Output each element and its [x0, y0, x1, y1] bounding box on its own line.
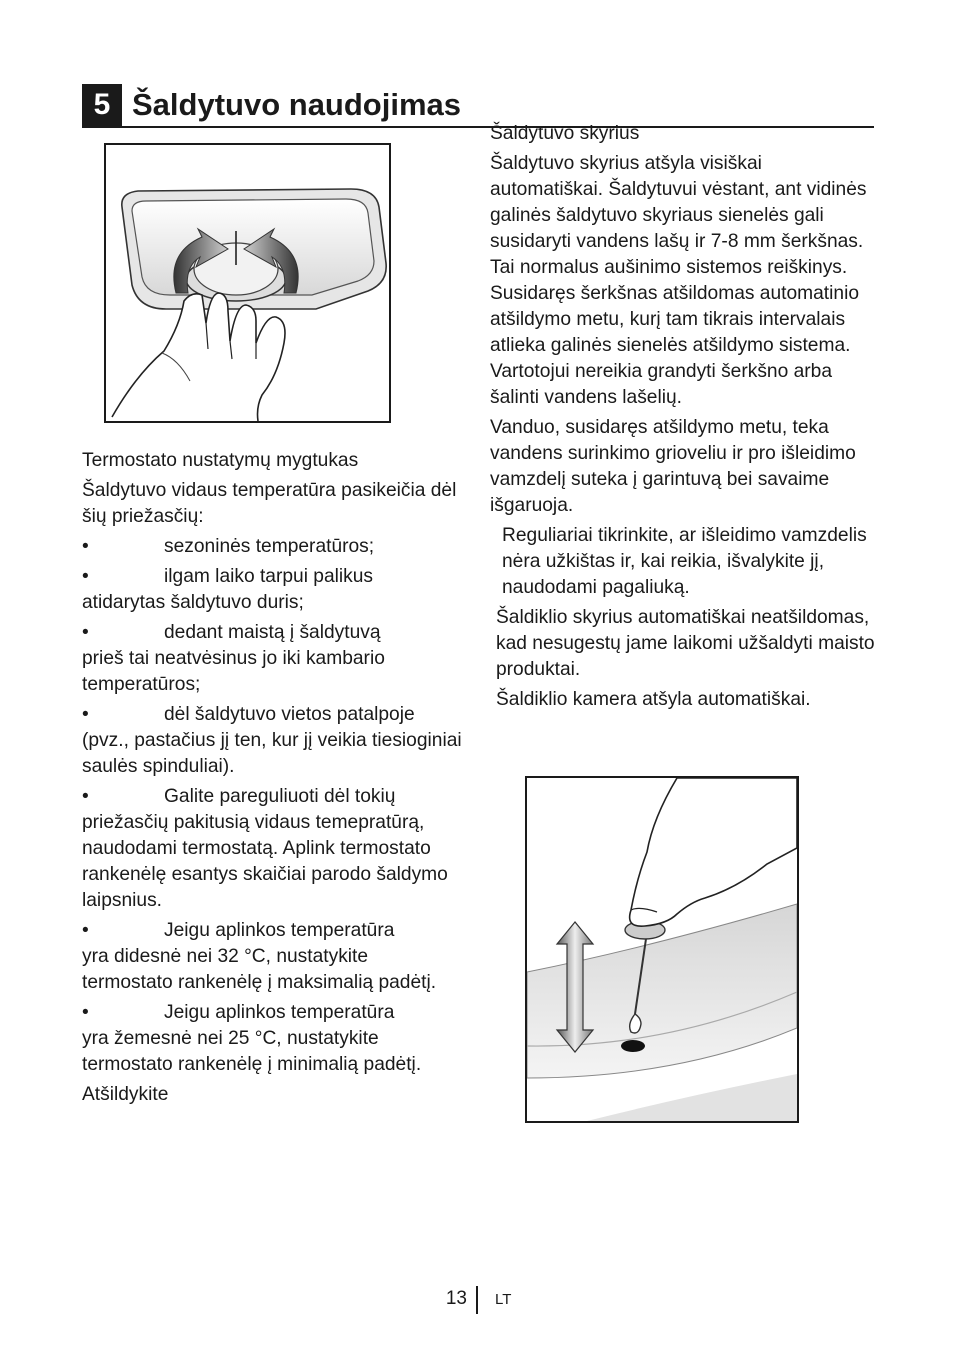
bullet-continuation: prieš tai neatvėsinus jo iki kambario temperatūros; [82, 648, 385, 695]
thermostat-knob-hand-illustration [106, 145, 389, 421]
paragraph: Šaldiklio skyrius automatiškai neatšildomas, kad nesugestų jame laikomi užšaldyti maisto produktai. [496, 607, 875, 680]
defrost-heading: Atšildykite [82, 1084, 169, 1105]
bullet-text: Jeigu aplinkos temperatūra [164, 1002, 395, 1023]
figure-caption: Termostato nustatymų mygtukas [82, 450, 359, 471]
bullet-text: Jeigu aplinkos temperatūra [164, 920, 395, 941]
paragraph: Vanduo, susidaręs atšildymo metu, teka vandens surinkimo grioveliu ir pro išleidimo vamzdelį suteka į garintuvą bei savaime išgaruoja. [490, 417, 856, 516]
fridge-compartment-subheading: Šaldytuvo skyrius [490, 123, 640, 144]
drain-cleaning-illustration [527, 778, 797, 1121]
bullet-continuation: atidarytas šaldytuvo duris; [82, 592, 304, 613]
left-column [82, 448, 462, 1112]
intro-paragraph: Šaldytuvo vidaus temperatūra pasikeičia dėl šių priežasčių: [82, 480, 457, 527]
list-item [82, 1000, 462, 1078]
list-item [82, 784, 462, 914]
list-item [82, 918, 462, 996]
bullet-text: dėl šaldytuvo vietos patalpoje [164, 704, 415, 725]
footer-divider [476, 1286, 478, 1314]
list-item [82, 620, 462, 698]
thermostat-knob-figure [104, 143, 391, 423]
page-number: 13 [445, 1288, 467, 1309]
bullet-text: dedant maistą į šaldytuvą [164, 622, 381, 643]
bullet-marker: • [82, 786, 89, 807]
bullet-continuation: priežasčių pakitusią vidaus temepratūrą, naudodami termostatą. Aplink termostato rankenėlę esantys skaičiai parodo šaldymo laipsnius. [82, 812, 448, 911]
drain-cleaning-figure [525, 776, 799, 1123]
bullet-marker: • [82, 704, 89, 725]
bullet-text: sezoninės temperatūros; [164, 536, 375, 557]
bullet-text: Galite pareguliuoti dėl tokių [164, 786, 396, 807]
bullet-marker: • [82, 566, 89, 587]
list-item [82, 564, 462, 616]
list-item [82, 702, 462, 780]
bullet-continuation: yra didesnė nei 32 °C, nustatykite termostato rankenėlę į maksimalią padėtį. [82, 946, 437, 993]
bullet-marker: • [82, 1002, 89, 1023]
language-code: LT [495, 1291, 512, 1308]
paragraph: Šaldiklio kamera atšyla automatiškai. [496, 689, 811, 710]
section-title: Šaldytuvo naudojimas [132, 87, 462, 122]
list-item [82, 534, 462, 560]
paragraph: Reguliariai tikrinkite, ar išleidimo vamzdelis nėra užkištas ir, kai reikia, išvalykite jį, naudodami pagaliuką. [502, 525, 867, 598]
right-column [490, 121, 876, 717]
bullet-text: ilgam laiko tarpui palikus [164, 566, 374, 587]
bullet-marker: • [82, 622, 89, 643]
paragraph: Šaldytuvo skyrius atšyla visiškai automatiškai. Šaldytuvui vėstant, ant vidinės galinės šaldytuvo skyriaus sienelės gali susidaryti vandens lašų ir 7-8 mm šerkšnas. Tai normalus aušinimo sistemos reiškinys. Susidaręs šerkšnas atšildomas automatinio atšildymo metu, kurį tam tikrais intervalais atlieka galinės sienelės atšildymo sistema. Vartotojui nereikia grandyti šerkšno arba šalinti vandens lašelių. [490, 153, 867, 408]
bullet-continuation: yra žemesnė nei 25 °C, nustatykite termostato rankenėlę į minimalią padėtį. [82, 1028, 422, 1075]
section-number: 5 [82, 84, 122, 126]
bullet-marker: • [82, 920, 89, 941]
page-footer [0, 1286, 954, 1316]
bullet-marker: • [82, 536, 89, 557]
bullet-continuation: (pvz., pastačius jį ten, kur jį veikia tiesioginiai saulės spinduliai). [82, 730, 462, 777]
